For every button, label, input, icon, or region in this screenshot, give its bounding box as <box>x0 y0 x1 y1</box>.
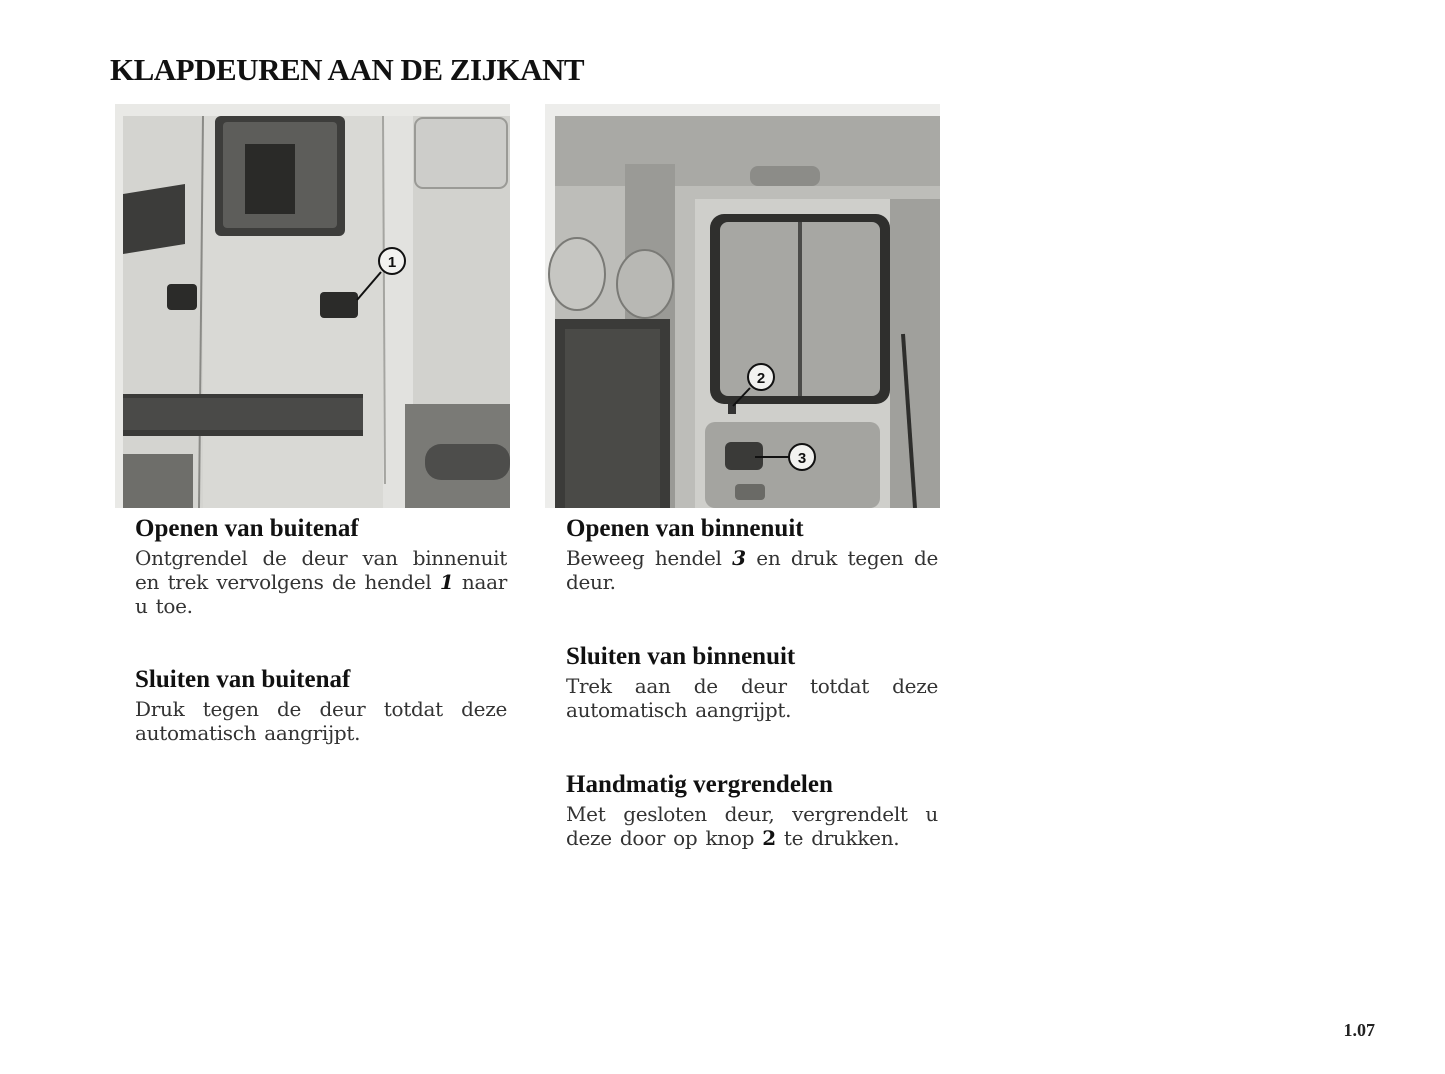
section-heading: Handmatig vergrendelen <box>566 771 833 798</box>
text-part: Met gesloten deur, vergrendelt u deze door op knop <box>566 802 938 850</box>
section-close-outside <box>135 665 507 745</box>
section-close-inside <box>566 642 938 722</box>
section-open-inside <box>566 514 938 594</box>
callout-1-label: 1 <box>387 254 397 271</box>
section-manual-lock <box>566 770 938 850</box>
reference-number: 3 <box>732 546 746 570</box>
text-part: Ontgrendel de deur van binnenuit en trek vervolgens de hendel <box>135 546 507 594</box>
reference-number: 2 <box>762 826 776 850</box>
reference-number: 1 <box>439 570 454 594</box>
section-text <box>135 546 507 618</box>
section-text: Druk tegen de deur totdat deze automatisch aangrijpt. <box>135 697 507 745</box>
section-open-outside <box>135 514 507 618</box>
section-heading: Openen van buitenaf <box>135 515 359 542</box>
interior-door-photo <box>545 104 940 508</box>
text-part: en druk tegen de deur. <box>566 546 938 594</box>
section-text <box>566 802 938 850</box>
section-text: Trek aan de deur totdat deze automatisch aangrijpt. <box>566 674 938 722</box>
section-heading: Sluiten van binnenuit <box>566 643 796 670</box>
exterior-door-photo <box>115 104 510 508</box>
page-number: 1.07 <box>1343 1020 1375 1040</box>
callout-2-label: 2 <box>756 370 766 387</box>
section-text <box>566 546 938 594</box>
text-part: te drukken. <box>775 826 900 850</box>
section-heading: Openen van binnenuit <box>566 515 804 542</box>
text-part: naar u toe. <box>135 570 507 618</box>
page-title: KLAPDEUREN AAN DE ZIJKANT <box>110 52 585 87</box>
section-heading: Sluiten van buitenaf <box>135 666 351 693</box>
callout-3-label: 3 <box>797 450 807 467</box>
text-part: Beweeg hendel <box>566 546 733 570</box>
